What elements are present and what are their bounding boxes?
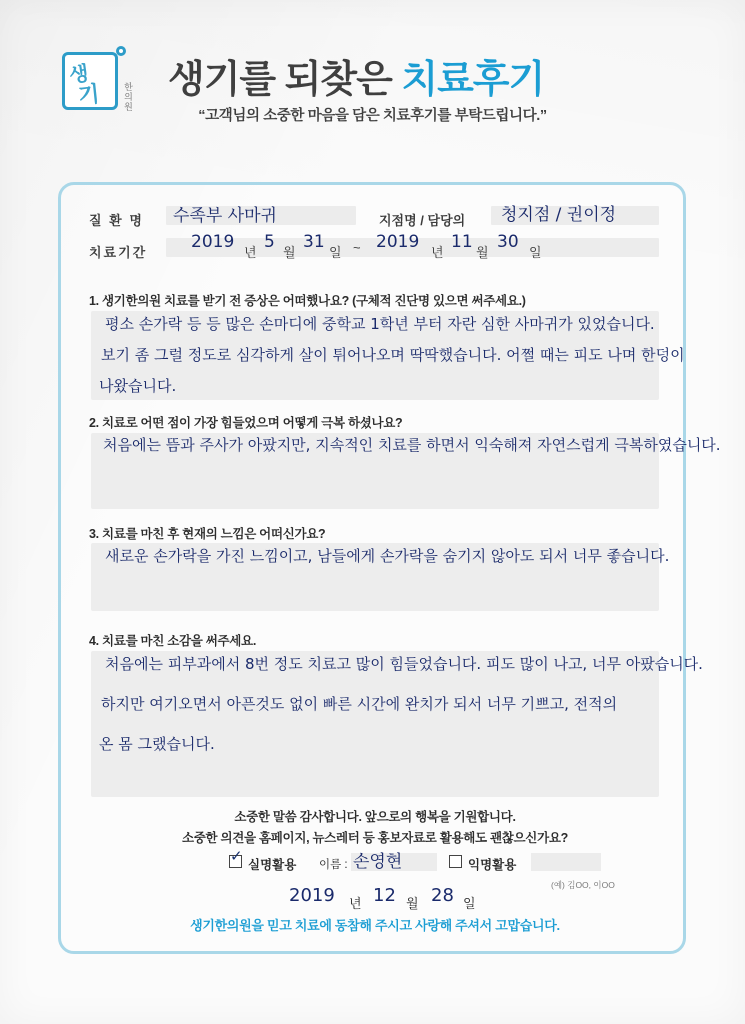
question-2 — [89, 413, 402, 431]
label-anonymous: 익명활용 — [468, 858, 517, 872]
label-disease: 질 환 명 — [89, 213, 144, 228]
answer-3-line-1: 새로운 손가락을 가진 느낌이고, 남들에게 손가락을 숨기지 않아도 되서 너무 좋습니다. — [105, 547, 670, 565]
checkbox-anonymous[interactable] — [449, 855, 462, 868]
question-4-number: 4. — [89, 634, 99, 648]
signature-date-year: 2019 — [289, 885, 335, 906]
form-sheet — [58, 182, 721, 954]
label-branch: 지점명 / 담당의 — [379, 213, 466, 228]
answer-4-line-3: 온 몸 그랬습니다. — [99, 735, 215, 753]
unit-year-start: 년 — [244, 245, 257, 260]
value-branch: 청지점 / 권이정 — [501, 205, 617, 225]
logo-char-bottom: 기 — [76, 80, 101, 109]
field-anonymous[interactable] — [531, 853, 601, 871]
answer-4-line-1: 처음에는 피부과에서 8번 정도 치료고 많이 힘들었습니다. 피도 많이 나고, 너무 아팠습니다. — [105, 655, 703, 673]
answer-2-line-1: 처음에는 뜸과 주사가 아팠지만, 지속적인 치료를 하면서 익숙해져 자연스럽게 극복하였습니다. — [103, 436, 721, 454]
answer-4-line-2: 하지만 여기오면서 아픈것도 없이 빠른 시간에 완치가 되서 너무 기쁘고, 전적의 — [101, 695, 618, 713]
title-accent: 치료후기 — [401, 59, 545, 101]
signature-unit-month: 월 — [406, 896, 419, 911]
value-period-start-month: 5 — [264, 232, 275, 252]
signature-date-month: 12 — [373, 885, 396, 906]
question-1-text: 생기한의원 치료를 받기 전 증상은 어떠했나요? (구체적 진단명 있으면 써주세요.) — [102, 294, 526, 308]
question-3-text: 치료를 마친 후 현재의 느낌은 어떠신가요? — [102, 527, 326, 541]
page-title — [168, 48, 544, 103]
example-note: (예) 김OO, 이OO — [551, 880, 615, 890]
question-2-text: 치료로 어떤 점이 가장 힘들었으며 어떻게 극복 하셨나요? — [102, 416, 403, 430]
consent-question: 소중한 의견을 홈페이지, 뉴스레터 등 홍보자료로 활용해도 괜찮으신가요? — [182, 831, 568, 845]
title-prefix: 생기를 되찾은 — [168, 59, 402, 101]
label-real-name: 실명활용 — [248, 858, 297, 872]
signature-unit-day: 일 — [463, 896, 476, 911]
page-subtitle: “고객님의 소중한 마음을 담은 치료후기를 부탁드립니다.” — [198, 108, 547, 124]
thanks-text: 소중한 말씀 감사합니다. 앞으로의 행복을 기원합니다. — [234, 810, 516, 824]
closing-message: 생기한의원을 믿고 치료에 동참해 주시고 사랑해 주셔서 고맙습니다. — [190, 918, 560, 933]
value-disease: 수족부 사마귀 — [173, 206, 277, 226]
check-icon: ✓ — [230, 847, 243, 865]
value-name: 손영현 — [353, 852, 403, 872]
value-period-end-year: 2019 — [376, 232, 420, 252]
value-period-start-day: 31 — [303, 232, 325, 252]
document-header — [0, 42, 745, 122]
question-3-number: 3. — [89, 527, 99, 541]
logo-char-top: 생 — [67, 62, 91, 88]
unit-day-end: 일 — [529, 245, 542, 260]
signature-date-day: 28 — [431, 885, 454, 906]
question-2-number: 2. — [89, 416, 99, 430]
question-4 — [89, 631, 256, 649]
logo-subtext: 한의원 — [123, 82, 133, 112]
logo-dot-icon — [116, 46, 126, 56]
question-1-number: 1. — [89, 294, 99, 308]
value-period-end-day: 30 — [497, 232, 519, 252]
question-3 — [89, 524, 325, 542]
value-period-start-year: 2019 — [191, 232, 235, 252]
consent-row — [201, 847, 561, 875]
signature-unit-year: 년 — [349, 896, 362, 911]
label-name: 이름 : — [319, 859, 348, 871]
unit-year-end: 년 — [431, 245, 444, 260]
unit-month-start: 월 — [283, 245, 296, 260]
label-period: 치료기간 — [89, 245, 148, 260]
answer-1-line-3: 나왔습니다. — [99, 377, 177, 395]
answer-1-line-1: 평소 손가락 등 등 많은 손마디에 중학교 1학년 부터 자란 심한 사마귀가 있었습니다. — [105, 315, 655, 333]
unit-month-end: 월 — [476, 245, 489, 260]
unit-day-start: 일 — [329, 245, 342, 260]
question-1 — [89, 291, 526, 309]
answer-1-line-2: 보기 좀 그럴 정도로 심각하게 살이 튀어나오며 딱딱했습니다. 어쩔 때는 피도 나며 한덩이 — [101, 346, 685, 364]
period-separator: ~ — [353, 240, 361, 255]
question-4-text: 치료를 마친 소감을 써주세요. — [102, 634, 257, 648]
value-period-end-month: 11 — [451, 232, 473, 252]
